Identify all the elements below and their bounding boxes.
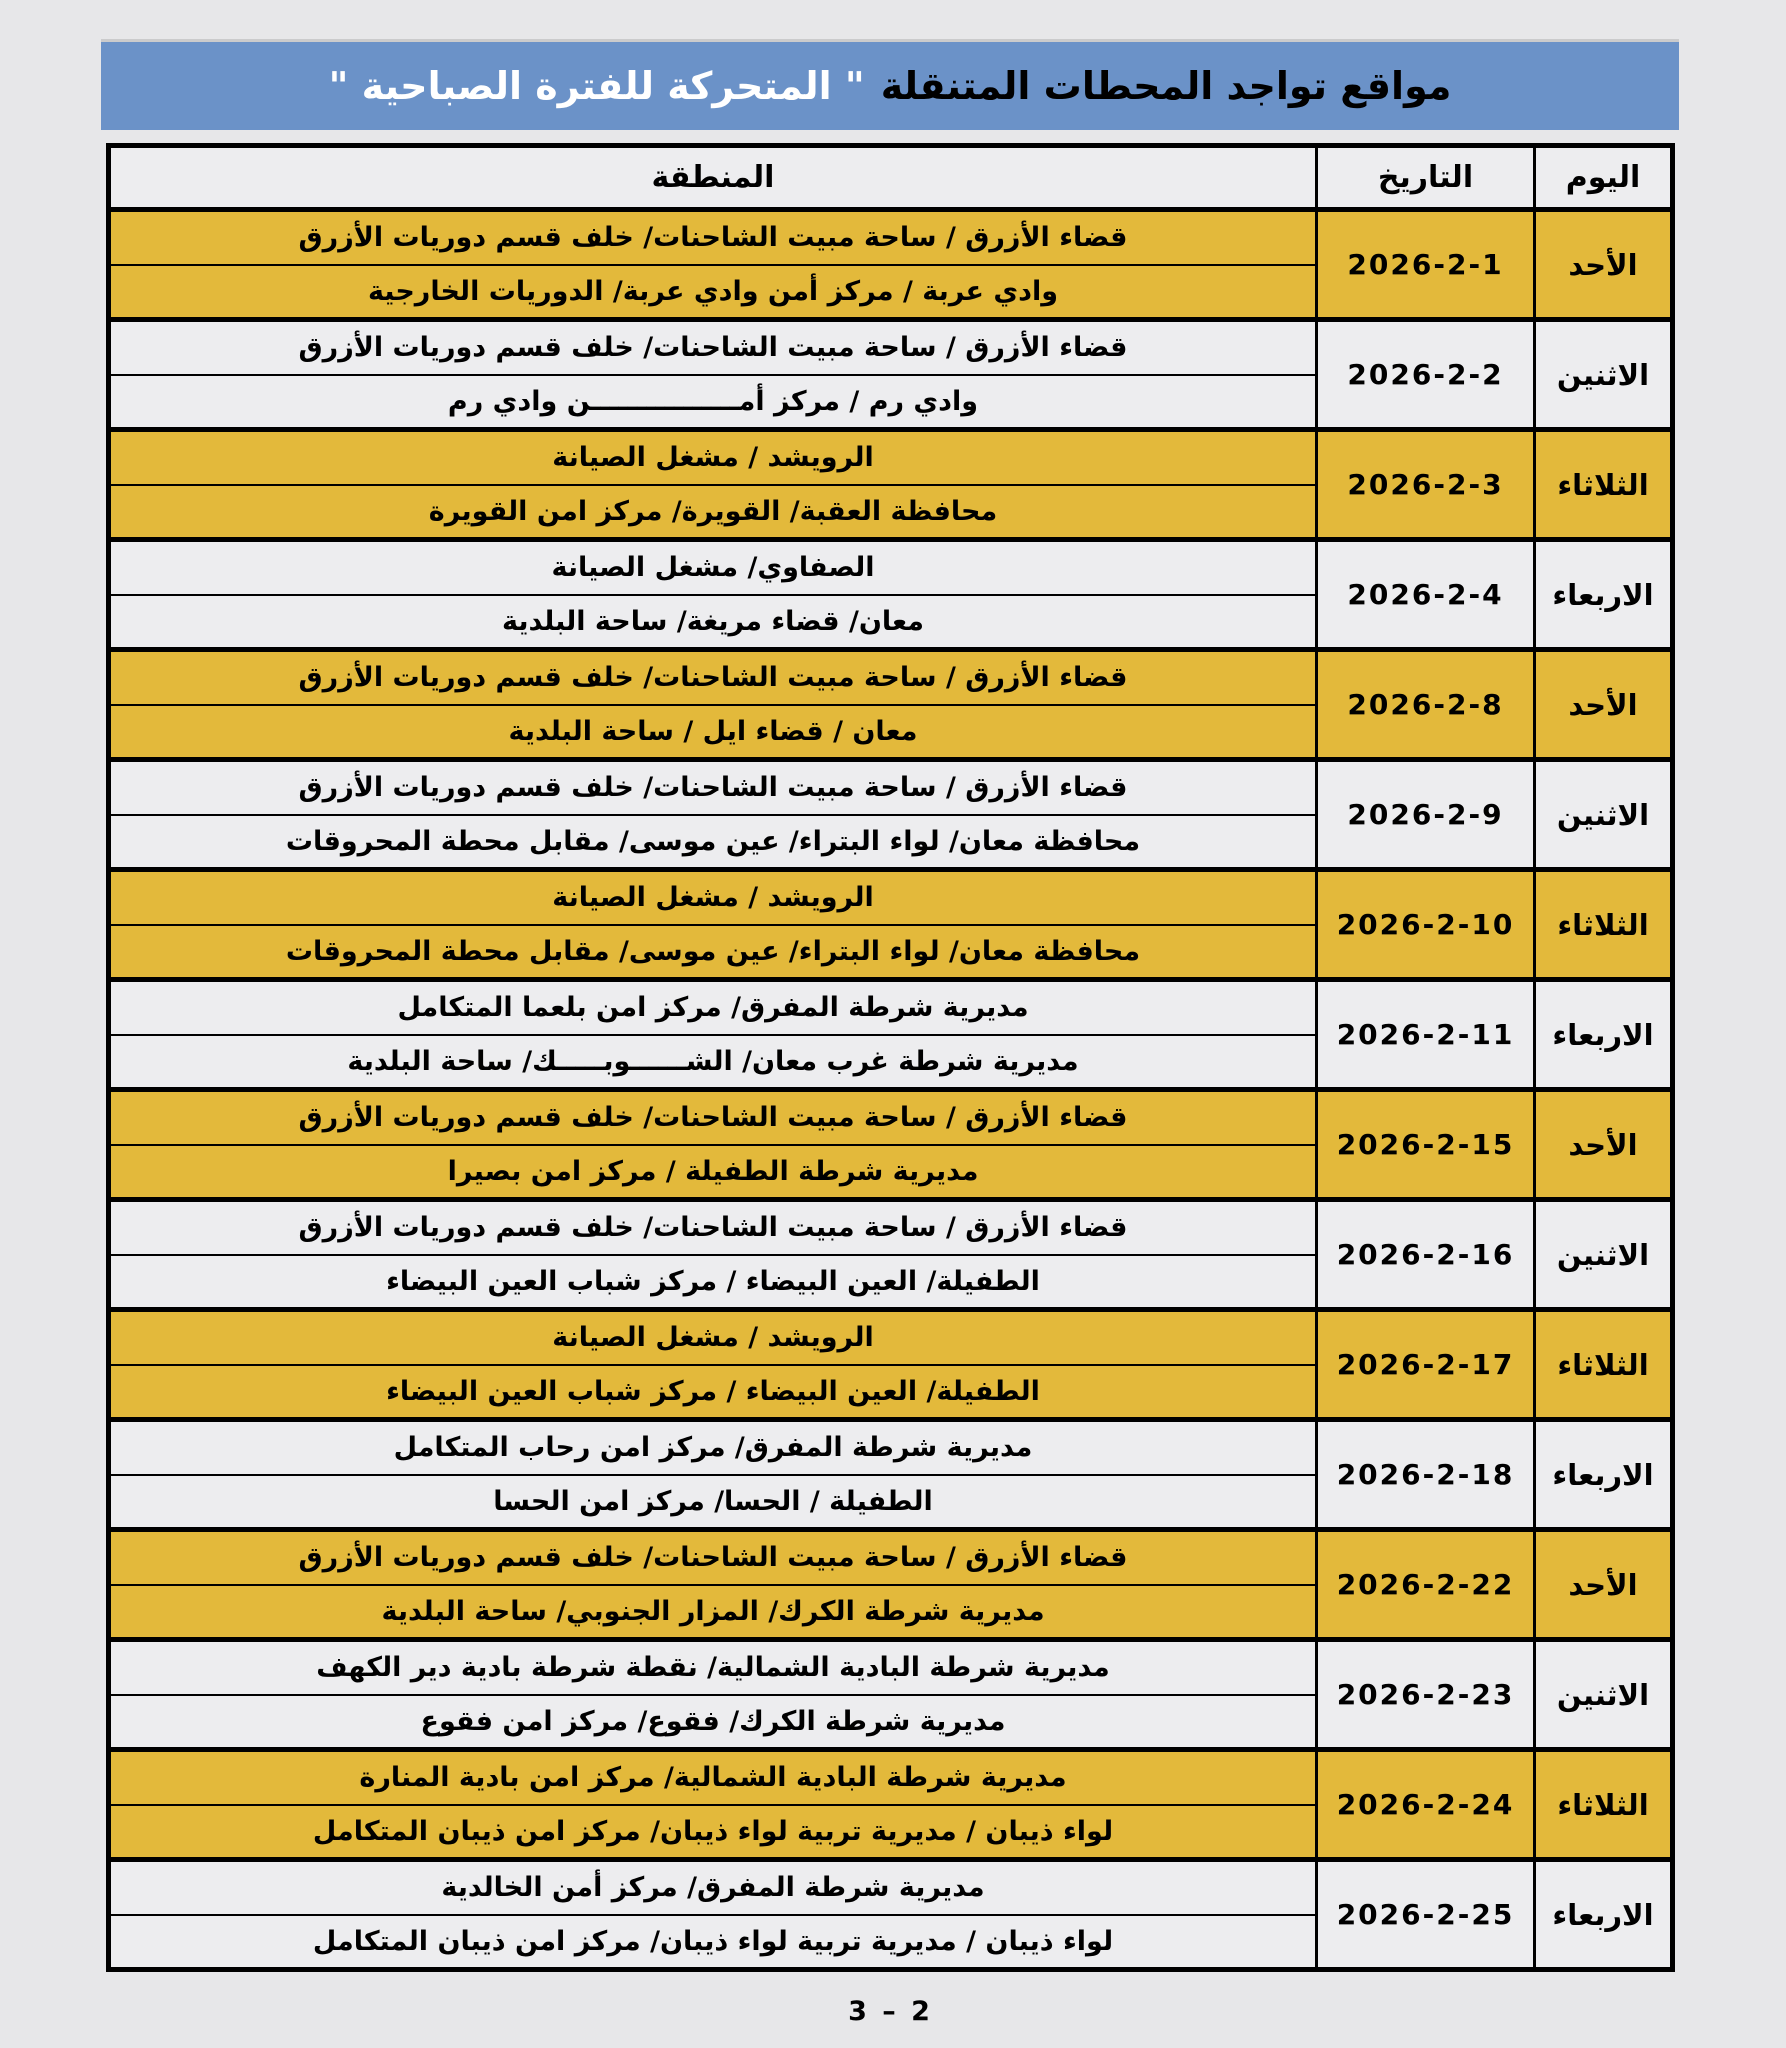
region-cell: محافظة معان/ لواء البتراء/ عين موسى/ مقابل محطة المحروقات xyxy=(109,815,1317,870)
schedule-group-row-1 xyxy=(109,210,1673,265)
day-cell: الاربعاء xyxy=(1535,1860,1673,1970)
date-cell: 2026-2-10 xyxy=(1317,870,1535,980)
date-cell: 2026-2-2 xyxy=(1317,320,1535,430)
schedule-group-row-1 xyxy=(109,1530,1673,1585)
day-cell: الأحد xyxy=(1535,650,1673,760)
schedule-group-row-1 xyxy=(109,320,1673,375)
day-cell: الاثنين xyxy=(1535,760,1673,870)
region-cell: مديرية شرطة المفرق/ مركز امن بلعما المتكامل xyxy=(109,980,1317,1035)
region-cell: قضاء الأزرق / ساحة مبيت الشاحنات/ خلف قسم دوريات الأزرق xyxy=(109,650,1317,705)
region-cell: الصفاوي/ مشغل الصيانة xyxy=(109,540,1317,595)
schedule-group-row-1 xyxy=(109,1640,1673,1695)
region-cell: مديرية شرطة غرب معان/ الشــــــوبـــــك/ ساحة البلدية xyxy=(109,1035,1317,1090)
region-cell: مديرية شرطة البادية الشمالية/ نقطة شرطة بادية دير الكهف xyxy=(109,1640,1317,1695)
date-cell: 2026-2-9 xyxy=(1317,760,1535,870)
header-row xyxy=(109,146,1673,210)
schedule-group-row-1 xyxy=(109,430,1673,485)
schedule-table xyxy=(106,143,1675,1972)
day-cell: الثلاثاء xyxy=(1535,1310,1673,1420)
day-cell: الاربعاء xyxy=(1535,980,1673,1090)
region-cell: محافظة العقبة/ القويرة/ مركز امن القويرة xyxy=(109,485,1317,540)
region-cell: قضاء الأزرق / ساحة مبيت الشاحنات/ خلف قسم دوريات الأزرق xyxy=(109,760,1317,815)
date-cell: 2026-2-8 xyxy=(1317,650,1535,760)
date-cell: 2026-2-15 xyxy=(1317,1090,1535,1200)
date-cell: 2026-2-4 xyxy=(1317,540,1535,650)
region-cell: الطفيلة/ العين البيضاء / مركز شباب العين البيضاء xyxy=(109,1255,1317,1310)
schedule-group-row-1 xyxy=(109,1750,1673,1805)
schedule-group-row-1 xyxy=(109,1090,1673,1145)
region-cell: قضاء الأزرق / ساحة مبيت الشاحنات/ خلف قسم دوريات الأزرق xyxy=(109,210,1317,265)
schedule-group-row-1 xyxy=(109,650,1673,705)
region-cell: مديرية شرطة البادية الشمالية/ مركز امن بادية المنارة xyxy=(109,1750,1317,1805)
schedule-group-row-1 xyxy=(109,1860,1673,1915)
date-cell: 2026-2-22 xyxy=(1317,1530,1535,1640)
day-cell: الاثنين xyxy=(1535,320,1673,430)
region-cell: الطفيلة/ العين البيضاء / مركز شباب العين البيضاء xyxy=(109,1365,1317,1420)
region-cell: معان / قضاء ايل / ساحة البلدية xyxy=(109,705,1317,760)
region-cell: قضاء الأزرق / ساحة مبيت الشاحنات/ خلف قسم دوريات الأزرق xyxy=(109,1090,1317,1145)
schedule-group-row-1 xyxy=(109,1310,1673,1365)
region-cell: مديرية شرطة الكرك/ المزار الجنوبي/ ساحة البلدية xyxy=(109,1585,1317,1640)
region-cell: لواء ذيبان / مديرية تربية لواء ذيبان/ مركز امن ذيبان المتكامل xyxy=(109,1915,1317,1970)
schedule-group-row-1 xyxy=(109,1420,1673,1475)
header-region: المنطقة xyxy=(109,146,1317,210)
schedule-group-row-1 xyxy=(109,870,1673,925)
date-cell: 2026-2-18 xyxy=(1317,1420,1535,1530)
schedule-group-row-1 xyxy=(109,980,1673,1035)
date-cell: 2026-2-17 xyxy=(1317,1310,1535,1420)
day-cell: الاثنين xyxy=(1535,1640,1673,1750)
region-cell: قضاء الأزرق / ساحة مبيت الشاحنات/ خلف قسم دوريات الأزرق xyxy=(109,1200,1317,1255)
title-bar xyxy=(101,42,1679,130)
day-cell: الثلاثاء xyxy=(1535,1750,1673,1860)
region-cell: الرويشد / مشغل الصيانة xyxy=(109,1310,1317,1365)
region-cell: معان/ قضاء مريغة/ ساحة البلدية xyxy=(109,595,1317,650)
region-cell: الرويشد / مشغل الصيانة xyxy=(109,430,1317,485)
day-cell: الاثنين xyxy=(1535,1200,1673,1310)
region-cell: الطفيلة / الحسا/ مركز امن الحسا xyxy=(109,1475,1317,1530)
region-cell: محافظة معان/ لواء البتراء/ عين موسى/ مقابل محطة المحروقات xyxy=(109,925,1317,980)
day-cell: الثلاثاء xyxy=(1535,870,1673,980)
region-cell: وادي رم / مركز أمــــــــــــــــن وادي رم xyxy=(109,375,1317,430)
date-cell: 2026-2-11 xyxy=(1317,980,1535,1090)
region-cell: لواء ذيبان / مديرية تربية لواء ذيبان/ مركز امن ذيبان المتكامل xyxy=(109,1805,1317,1860)
page-number: 3 – 2 xyxy=(848,1996,933,2027)
date-cell: 2026-2-16 xyxy=(1317,1200,1535,1310)
page-title-main: مواقع تواجد المحطات المتنقلة xyxy=(880,64,1452,108)
date-cell: 2026-2-25 xyxy=(1317,1860,1535,1970)
date-cell: 2026-2-3 xyxy=(1317,430,1535,540)
page-title-quoted: " المتحركة للفترة الصباحية " xyxy=(328,64,865,108)
region-cell: مديرية شرطة المفرق/ مركز أمن الخالدية xyxy=(109,1860,1317,1915)
day-cell: الأحد xyxy=(1535,1090,1673,1200)
region-cell: الرويشد / مشغل الصيانة xyxy=(109,870,1317,925)
schedule-group-row-1 xyxy=(109,1200,1673,1255)
region-cell: مديرية شرطة المفرق/ مركز امن رحاب المتكامل xyxy=(109,1420,1317,1475)
schedule-group-row-1 xyxy=(109,760,1673,815)
date-cell: 2026-2-23 xyxy=(1317,1640,1535,1750)
day-cell: الاربعاء xyxy=(1535,1420,1673,1530)
date-cell: 2026-2-24 xyxy=(1317,1750,1535,1860)
region-cell: قضاء الأزرق / ساحة مبيت الشاحنات/ خلف قسم دوريات الأزرق xyxy=(109,1530,1317,1585)
schedule-table-header xyxy=(109,146,1673,210)
day-cell: الاربعاء xyxy=(1535,540,1673,650)
header-date: التاريخ xyxy=(1317,146,1535,210)
day-cell: الثلاثاء xyxy=(1535,430,1673,540)
schedule-table-body xyxy=(109,210,1673,1970)
date-cell: 2026-2-1 xyxy=(1317,210,1535,320)
region-cell: وادي عربة / مركز أمن وادي عربة/ الدوريات الخارجية xyxy=(109,265,1317,320)
region-cell: قضاء الأزرق / ساحة مبيت الشاحنات/ خلف قسم دوريات الأزرق xyxy=(109,320,1317,375)
header-day: اليوم xyxy=(1535,146,1673,210)
region-cell: مديرية شرطة الكرك/ فقوع/ مركز امن فقوع xyxy=(109,1695,1317,1750)
day-cell: الأحد xyxy=(1535,210,1673,320)
day-cell: الأحد xyxy=(1535,1530,1673,1640)
region-cell: مديرية شرطة الطفيلة / مركز امن بصيرا xyxy=(109,1145,1317,1200)
schedule-group-row-1 xyxy=(109,540,1673,595)
